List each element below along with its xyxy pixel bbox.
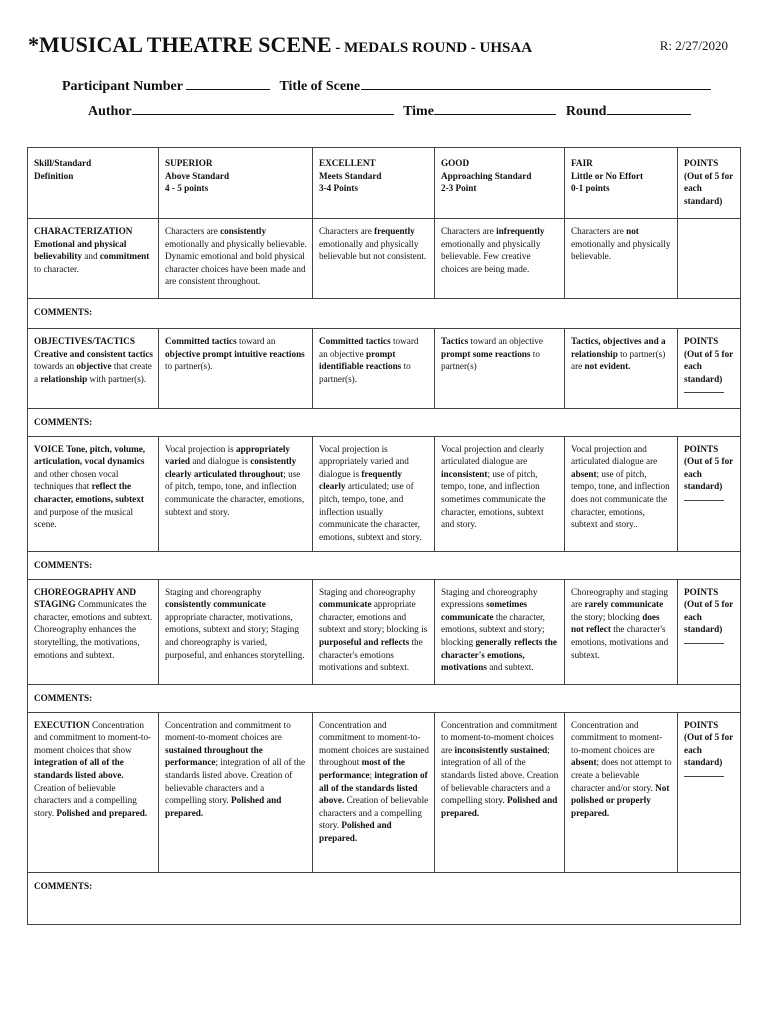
- cell-good: [435, 712, 565, 872]
- skill-text: commitment: [99, 251, 150, 262]
- cell-good: [435, 329, 565, 409]
- skill-text: Creative and consistent tactics: [34, 348, 153, 359]
- superior-text: Concentration and commitment to moment-to-moment choices are: [165, 719, 291, 743]
- good-text: ; integration of all of the standards listed above. Creation of believable characters and a compelling story.: [441, 744, 559, 806]
- good-text: and subtext.: [486, 662, 534, 673]
- excellent-text: ;: [369, 769, 375, 780]
- comments-row: [28, 872, 741, 924]
- points-cell[interactable]: [678, 579, 741, 684]
- fair-text: Characters are: [571, 226, 627, 236]
- participant-number-label: Participant Number: [62, 79, 183, 94]
- comments-label: COMMENTS:: [34, 692, 93, 703]
- cell-good: [435, 436, 565, 551]
- points-title: POINTS: [684, 719, 719, 730]
- excellent-text: Committed tactics: [319, 336, 391, 346]
- cell-excellent: [313, 579, 435, 684]
- author-label: Author: [88, 104, 132, 119]
- excellent-text: Staging and choreography: [319, 586, 416, 597]
- excellent-text: frequently: [374, 226, 415, 236]
- skill-text: that create a: [34, 361, 152, 384]
- superior-text: to partner(s).: [165, 361, 213, 372]
- excellent-text: toward an objective: [319, 336, 419, 359]
- superior-text: Vocal projection is: [165, 443, 237, 454]
- info-line-participant: [62, 76, 717, 95]
- header-title: FAIR: [571, 158, 593, 168]
- cell-skill: [28, 579, 159, 684]
- cell-fair: [565, 436, 678, 551]
- skill-text: Concentration and commitment to moment-to-moment choices that show: [34, 719, 152, 755]
- points-blank[interactable]: [684, 386, 724, 393]
- comments-row: [28, 684, 741, 712]
- document-title: [28, 32, 532, 58]
- header-subtitle: Little or No Effort: [571, 170, 644, 181]
- header-title: POINTS: [684, 158, 719, 168]
- excellent-text: communicate: [319, 599, 372, 610]
- rubric-table: [27, 147, 741, 925]
- header-cell-2: [313, 148, 435, 219]
- skill-text: relationship: [40, 373, 88, 384]
- cell-superior: [159, 436, 313, 551]
- points-blank[interactable]: [684, 770, 724, 777]
- superior-text: consistently clearly articulated throughout: [165, 456, 297, 479]
- fair-text: does not reflect: [571, 611, 660, 635]
- points-title: POINTS: [684, 443, 719, 454]
- good-text: inconsistently sustained: [454, 744, 548, 755]
- excellent-text: Vocal projection is appropriately varied and dialogue is: [319, 443, 409, 479]
- excellent-text: Polished and prepared.: [319, 820, 392, 843]
- superior-text: toward an: [236, 336, 276, 346]
- header-points: 3-4 Points: [319, 183, 359, 194]
- skill-text: towards an: [34, 361, 77, 372]
- superior-text: ; use of pitch, tempo, tone, and inflection communicate the character, emotions, subtext and story.: [165, 468, 305, 517]
- title-of-scene-field[interactable]: [361, 76, 711, 90]
- cell-skill: [28, 436, 159, 551]
- good-text: Vocal projection and clearly articulated dialogue are: [441, 443, 545, 467]
- comments-cell[interactable]: [28, 409, 741, 437]
- excellent-text: prompt identifiable reactions: [319, 348, 402, 372]
- comments-label: COMMENTS:: [34, 559, 93, 570]
- excellent-text: Creation of believable characters and a compelling story.: [319, 795, 429, 831]
- fair-text: to partner(s) are: [571, 348, 666, 372]
- points-subtitle: (Out of 5 for each standard): [684, 732, 734, 768]
- header-title: SUPERIOR: [165, 158, 213, 168]
- fair-text: absent: [571, 468, 597, 479]
- header-subtitle: Meets Standard: [319, 170, 382, 181]
- good-text: prompt some reactions: [441, 348, 531, 359]
- cell-good: [435, 579, 565, 684]
- superior-text: sustained throughout the performance: [165, 744, 263, 768]
- good-text: to partner(s): [441, 348, 540, 372]
- fair-text: the character's emotions, motivations and subtext.: [571, 624, 669, 660]
- header-subtitle: Definition: [34, 170, 74, 181]
- header-subtitle: Approaching Standard: [441, 170, 532, 181]
- superior-text: Committed tactics: [165, 336, 237, 346]
- comments-cell[interactable]: [28, 299, 741, 329]
- title-row: [28, 30, 728, 60]
- title-main-text: *MUSICAL THEATRE SCENE: [28, 32, 332, 57]
- header-cell-1: [159, 148, 313, 219]
- points-cell[interactable]: [678, 329, 741, 409]
- comments-cell[interactable]: [28, 684, 741, 712]
- points-title: POINTS: [684, 586, 719, 597]
- points-blank[interactable]: [684, 637, 724, 644]
- header-title: Skill/Standard: [34, 158, 92, 168]
- skill-text: and other chosen vocal techniques that: [34, 468, 119, 492]
- good-text: emotionally and physically believable. Few creative choices are being made.: [441, 238, 541, 274]
- excellent-text: Concentration and commitment to moment-to-moment choices are sustained throughout: [319, 719, 429, 768]
- skill-text: to character.: [34, 263, 79, 274]
- fair-text: not evident.: [584, 361, 631, 372]
- good-text: infrequently: [496, 226, 545, 236]
- participant-number-field[interactable]: [186, 76, 270, 90]
- points-cell[interactable]: [678, 219, 741, 299]
- cell-good: [435, 219, 565, 299]
- points-subtitle: (Out of 5 for each standard): [684, 456, 734, 492]
- comments-label: COMMENTS:: [34, 880, 93, 891]
- superior-text: consistently: [220, 226, 267, 236]
- cell-superior: [159, 579, 313, 684]
- comments-cell[interactable]: [28, 872, 741, 924]
- excellent-text: the character's emotions motivations and subtext.: [319, 636, 423, 673]
- header-cell-4: [565, 148, 678, 219]
- cell-fair: [565, 712, 678, 872]
- good-text: Staging and choreography expressions: [441, 586, 538, 610]
- points-subtitle: (Out of 5 for each standard): [684, 348, 734, 384]
- good-text: sometimes communicate: [441, 599, 527, 622]
- title-sub-text: - MEDALS ROUND - UHSAA: [331, 40, 533, 56]
- header-cell-5: [678, 148, 741, 219]
- fair-text: ; does not attempt to create a believable character and/or story.: [571, 757, 672, 793]
- skill-text: integration of all of the standards listed above.: [34, 757, 124, 780]
- good-text: inconsistent: [441, 468, 488, 479]
- fair-text: ; use of pitch, tempo, tone, and inflection does not communicate the character, emotions, subtext and story..: [571, 468, 670, 530]
- good-text: toward an objective: [468, 336, 543, 346]
- header-cell-0: [28, 148, 159, 219]
- excellent-text: purposeful and reflects: [319, 636, 410, 647]
- good-text: Polished and prepared.: [441, 795, 558, 818]
- comments-row: [28, 299, 741, 329]
- skill-text: CHOREOGRAPHY AND STAGING: [34, 586, 136, 610]
- superior-text: and dialogue is: [190, 456, 251, 467]
- criterion-row: [28, 712, 741, 872]
- header-row: [28, 148, 741, 219]
- cell-skill: [28, 329, 159, 409]
- superior-text: Polished and prepared.: [165, 795, 282, 818]
- criterion-row: [28, 329, 741, 409]
- header-points: 4 - 5 points: [165, 183, 209, 194]
- fair-text: Choreography and staging are: [571, 586, 668, 610]
- good-text: Concentration and commitment to moment-to-moment choices are: [441, 719, 558, 755]
- superior-text: appropriate character, motivations, emotions, subtext and story; Staging and choreography is varied, purposeful, and enhances storytelling.: [165, 611, 305, 660]
- round-field[interactable]: [607, 101, 691, 115]
- superior-text: Staging and choreography: [165, 586, 262, 597]
- skill-text: with partner(s).: [87, 373, 147, 384]
- header-subtitle: (Out of 5 for each standard): [684, 170, 734, 206]
- cell-excellent: [313, 712, 435, 872]
- skill-text: Tone, pitch, volume, articulation, vocal dynamics: [34, 443, 146, 467]
- fair-text: absent: [571, 757, 597, 768]
- header-points: 0-1 points: [571, 183, 610, 194]
- excellent-text: Characters are: [319, 226, 375, 236]
- points-cell[interactable]: [678, 712, 741, 872]
- cell-excellent: [313, 329, 435, 409]
- skill-text: VOICE: [34, 443, 64, 454]
- fair-text: Not polished or properly prepared.: [571, 782, 670, 818]
- round-label: Round: [565, 104, 607, 119]
- good-text: the character, emotions, subtext and story; blocking: [441, 611, 545, 647]
- revision-date: R: 2/27/2020: [659, 38, 728, 53]
- fair-text: Concentration and commitment to moment-to-moment choices are: [571, 719, 663, 755]
- criterion-row: [28, 436, 741, 551]
- cell-excellent: [313, 436, 435, 551]
- good-text: ; use of pitch, tempo, tone, and inflection sometimes communicate the character, emotions, subtext and story.: [441, 468, 546, 530]
- good-text: Characters are: [441, 226, 497, 236]
- superior-text: ; integration of all of the standards listed above. Creation of believable characters and a compelling story.: [165, 757, 306, 806]
- skill-text: EXECUTION: [34, 719, 90, 730]
- skill-text: Emotional and physical believability: [34, 238, 127, 262]
- comments-cell[interactable]: [28, 551, 741, 579]
- points-cell[interactable]: [678, 436, 741, 551]
- header-title: EXCELLENT: [319, 158, 376, 168]
- author-field[interactable]: [132, 101, 394, 115]
- skill-text: OBJECTIVES/TACTICS: [34, 336, 135, 346]
- superior-text: consistently communicate: [165, 599, 266, 610]
- points-title: POINTS: [684, 336, 719, 346]
- comments-row: [28, 551, 741, 579]
- excellent-text: appropriate character, emotions and subtext and story; blocking is: [319, 599, 428, 635]
- fair-text: emotionally and physically believable.: [571, 238, 671, 262]
- skill-text: Creation of believable characters and a compelling story.: [34, 782, 137, 818]
- skill-text: CHARACTERIZATION: [34, 226, 133, 236]
- excellent-text: frequently clearly: [319, 468, 403, 492]
- points-blank[interactable]: [684, 494, 724, 501]
- skill-text: Communicates the character, emotions and subtext. Choreography enhances the storytelling, the motivations, emotions and subtext.: [34, 599, 153, 660]
- header-title: GOOD: [441, 158, 470, 168]
- cell-fair: [565, 219, 678, 299]
- skill-text: and: [81, 251, 100, 262]
- header-cell-3: [435, 148, 565, 219]
- fair-text: Vocal projection and articulated dialogue are: [571, 443, 658, 467]
- cell-fair: [565, 579, 678, 684]
- superior-text: objective prompt intuitive reactions: [165, 348, 305, 359]
- criterion-row: [28, 219, 741, 299]
- cell-superior: [159, 219, 313, 299]
- excellent-text: articulated; use of pitch, tempo, tone, and inflection usually communicate the character, emotions, subtext and story.: [319, 481, 422, 542]
- cell-skill: [28, 219, 159, 299]
- cell-superior: [159, 329, 313, 409]
- fair-text: not: [626, 226, 639, 236]
- fair-text: rarely communicate: [584, 599, 664, 610]
- skill-text: objective: [76, 361, 112, 372]
- superior-text: Characters are: [165, 226, 221, 236]
- title-of-scene-label: Title of Scene: [279, 79, 361, 94]
- skill-text: Polished and prepared.: [56, 807, 148, 818]
- time-label: Time: [403, 104, 434, 119]
- skill-text: and purpose of the musical scene.: [34, 506, 133, 530]
- fair-text: the story; blocking: [571, 611, 643, 622]
- points-subtitle: (Out of 5 for each standard): [684, 599, 734, 635]
- comments-label: COMMENTS:: [34, 307, 93, 317]
- cell-skill: [28, 712, 159, 872]
- info-line-author: [88, 101, 697, 120]
- superior-text: appropriately varied: [165, 443, 290, 467]
- excellent-text: integration of all of the standards listed above.: [319, 769, 428, 806]
- skill-text: reflect the character, emotions, subtext: [34, 481, 144, 504]
- excellent-text: to partner(s).: [319, 361, 411, 384]
- header-points: 2-3 Point: [441, 183, 477, 194]
- fair-text: Tactics, objectives and a relationship: [571, 336, 666, 359]
- comments-label: COMMENTS:: [34, 417, 93, 427]
- cell-excellent: [313, 219, 435, 299]
- comments-row: [28, 409, 741, 437]
- time-field[interactable]: [434, 101, 556, 115]
- cell-superior: [159, 712, 313, 872]
- superior-text: emotionally and physically believable. Dynamic emotional and bold physical character choices have been made and are consistent throughout.: [165, 238, 307, 287]
- cell-fair: [565, 329, 678, 409]
- header-subtitle: Above Standard: [165, 170, 230, 181]
- good-text: generally reflects the character's emotions, motivations: [441, 636, 557, 673]
- excellent-text: most of the performance: [319, 757, 406, 780]
- criterion-row: [28, 579, 741, 684]
- good-text: Tactics: [441, 336, 469, 346]
- excellent-text: emotionally and physically believable but not consistent.: [319, 238, 427, 262]
